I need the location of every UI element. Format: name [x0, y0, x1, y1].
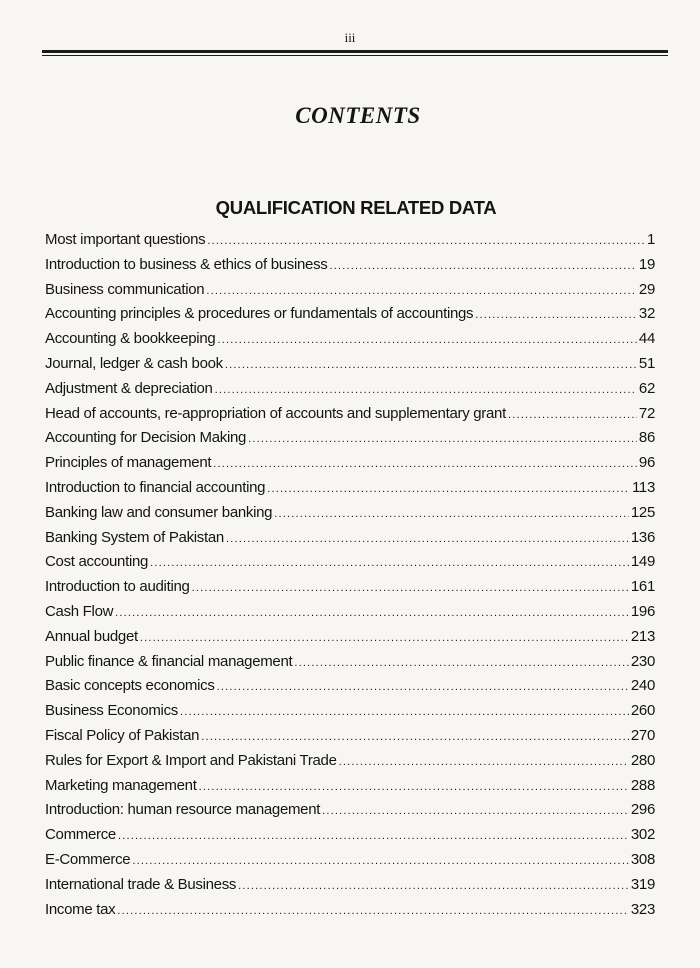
toc-entry-page: 240: [630, 677, 655, 695]
toc-entry-page: 1: [646, 231, 655, 248]
toc-entry-page: 302: [630, 826, 655, 844]
toc-entry[interactable]: [45, 426, 655, 451]
toc-entry-title: Cash Flow: [45, 602, 114, 620]
toc-entry-title: Income tax: [45, 900, 116, 918]
toc-entry-title: Rules for Export & Import and Pakistani Trade: [45, 751, 337, 769]
dot-leader: [118, 824, 629, 849]
toc-entry[interactable]: [45, 898, 655, 923]
toc-entry-title: Annual budget: [45, 627, 138, 645]
toc-entry[interactable]: [45, 501, 655, 526]
section-heading: QUALIFICATION RELATED DATA: [215, 197, 497, 218]
dot-leader: [274, 502, 629, 527]
dot-leader: [267, 477, 630, 502]
toc-entry-page: 319: [630, 875, 655, 893]
toc-entry-page: 270: [630, 726, 655, 744]
toc-entry-page: 72: [638, 404, 655, 422]
toc-entry[interactable]: [45, 302, 655, 327]
toc-entry[interactable]: [45, 278, 655, 303]
toc-entry[interactable]: [45, 749, 655, 774]
dot-leader: [199, 775, 629, 800]
toc-entry-title: Accounting & bookkeeping: [45, 330, 216, 348]
toc-entry-page: 96: [638, 454, 655, 472]
dot-leader: [150, 551, 629, 576]
toc-entry-title: Introduction to business & ethics of business: [45, 255, 328, 273]
toc-entry-page: 296: [630, 801, 655, 819]
toc-entry-page: 288: [630, 776, 655, 794]
toc-entry-title: E-Commerce: [45, 850, 131, 868]
dot-leader: [217, 328, 636, 353]
table-of-contents: [45, 228, 655, 922]
toc-entry[interactable]: [45, 327, 655, 352]
toc-entry[interactable]: [45, 526, 655, 551]
toc-entry-page: 19: [638, 255, 655, 273]
dot-leader: [217, 675, 629, 700]
toc-entry[interactable]: [45, 476, 655, 501]
toc-entry-title: Accounting for Decision Making: [45, 429, 247, 447]
toc-entry-title: Banking System of Pakistan: [45, 528, 224, 546]
toc-entry-title: Accounting principles & procedures or fundamentals of accountings: [45, 305, 474, 323]
toc-entry-title: Marketing management: [45, 776, 197, 794]
toc-entry-page: 308: [630, 850, 655, 868]
toc-entry[interactable]: [45, 228, 655, 253]
toc-entry-title: International trade & Business: [45, 875, 237, 893]
toc-entry-page: 29: [638, 280, 655, 298]
toc-entry[interactable]: [45, 451, 655, 476]
dot-leader: [192, 576, 629, 601]
toc-entry-title: Business Economics: [45, 702, 178, 720]
toc-entry-title: Principles of management: [45, 454, 212, 472]
dot-leader: [294, 651, 628, 676]
toc-entry[interactable]: [45, 575, 655, 600]
toc-entry[interactable]: [45, 253, 655, 278]
toc-entry[interactable]: [45, 550, 655, 575]
toc-entry-title: Introduction to auditing: [45, 578, 190, 596]
toc-entry-page: 161: [630, 578, 655, 596]
toc-entry-title: Commerce: [45, 826, 116, 844]
toc-entry-page: 213: [630, 627, 655, 645]
toc-entry-title: Banking law and consumer banking: [45, 503, 273, 521]
toc-entry-page: 32: [638, 305, 655, 323]
toc-entry-title: Head of accounts, re-appropriation of accounts and supplementary grant: [45, 404, 506, 422]
toc-entry-title: Business communication: [45, 280, 205, 298]
dot-leader: [330, 254, 637, 279]
toc-entry-page: 230: [630, 652, 655, 670]
header-rule-thin: [42, 55, 668, 56]
toc-entry-title: Cost accounting: [45, 553, 149, 571]
toc-entry[interactable]: [45, 625, 655, 650]
toc-entry[interactable]: [45, 873, 655, 898]
toc-entry-page: 51: [638, 354, 655, 372]
dot-leader: [213, 452, 637, 477]
dot-leader: [117, 899, 628, 924]
dot-leader: [207, 229, 645, 254]
dot-leader: [475, 303, 637, 328]
toc-entry-page: 196: [630, 602, 655, 620]
toc-entry-page: 260: [630, 702, 655, 720]
toc-entry-page: 125: [630, 503, 655, 521]
toc-entry-page: 149: [630, 553, 655, 571]
dot-leader: [248, 427, 637, 452]
toc-entry-page: 323: [630, 900, 655, 918]
toc-entry-page: 62: [638, 379, 655, 397]
toc-entry-page: 280: [630, 751, 655, 769]
page-number: iii: [344, 30, 356, 45]
dot-leader: [132, 849, 629, 874]
toc-entry-title: Introduction: human resource management: [45, 801, 321, 819]
toc-entry[interactable]: [45, 699, 655, 724]
dot-leader: [508, 403, 637, 428]
dot-leader: [206, 279, 637, 304]
dot-leader: [226, 527, 629, 552]
toc-entry[interactable]: [45, 650, 655, 675]
toc-entry[interactable]: [45, 774, 655, 799]
toc-entry-title: Introduction to financial accounting: [45, 478, 266, 496]
toc-entry[interactable]: [45, 674, 655, 699]
dot-leader: [140, 626, 629, 651]
toc-entry-title: Most important questions: [45, 231, 206, 248]
header-rule: [42, 50, 668, 53]
toc-entry-title: Journal, ledger & cash book: [45, 354, 223, 372]
toc-entry[interactable]: [45, 823, 655, 848]
dot-leader: [180, 700, 629, 725]
page-title: CONTENTS: [295, 103, 421, 128]
toc-entry-page: 113: [631, 478, 655, 496]
dot-leader: [215, 378, 637, 403]
toc-entry-page: 86: [638, 429, 655, 447]
toc-entry[interactable]: [45, 724, 655, 749]
toc-entry[interactable]: [45, 600, 655, 625]
toc-entry-title: Fiscal Policy of Pakistan: [45, 726, 200, 744]
dot-leader: [238, 874, 629, 899]
dot-leader: [339, 750, 629, 775]
dot-leader: [322, 799, 629, 824]
toc-entry[interactable]: [45, 848, 655, 873]
toc-entry-title: Public finance & financial management: [45, 652, 293, 670]
dot-leader: [201, 725, 629, 750]
toc-entry[interactable]: [45, 377, 655, 402]
dot-leader: [225, 353, 637, 378]
toc-entry[interactable]: [45, 352, 655, 377]
toc-entry-title: Basic concepts economics: [45, 677, 215, 695]
toc-entry-page: 44: [638, 330, 655, 348]
toc-entry-title: Adjustment & depreciation: [45, 379, 213, 397]
toc-entry[interactable]: [45, 798, 655, 823]
dot-leader: [115, 601, 629, 626]
toc-entry[interactable]: [45, 402, 655, 427]
toc-entry-page: 136: [630, 528, 655, 546]
